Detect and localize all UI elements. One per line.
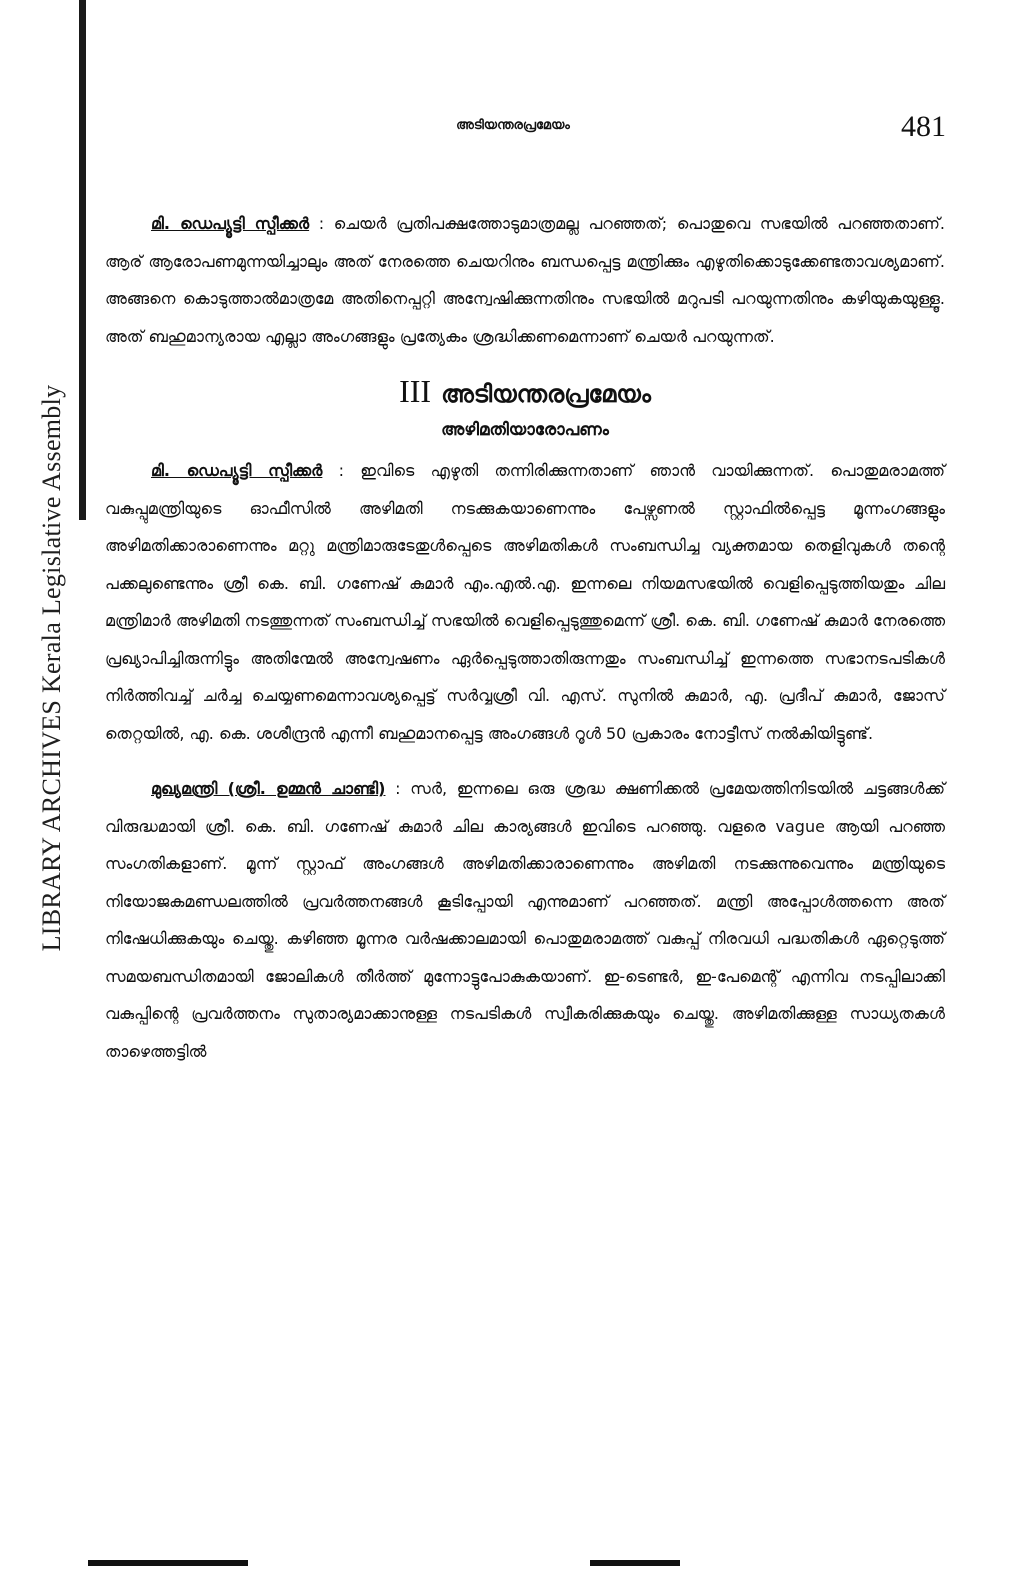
section-numeral: III [399,373,432,409]
speaker-separator: : [322,461,361,480]
archive-side-label-text: LIBRARY ARCHIVES Kerala Legislative Assembly [37,384,66,952]
speaker-separator: : [385,779,411,798]
scan-edge-mark-left [88,1560,248,1566]
paragraph-chief-minister [105,770,945,1070]
section-subtitle: അഴിമതിയാരോപണം [441,420,609,440]
section-title: അടിയന്തരപ്രമേയം [441,380,651,408]
running-head: അടിയന്തരപ്രമേയം [456,118,570,133]
paragraph-deputy-speaker-2 [105,452,945,752]
speaker-separator: : [309,214,334,233]
paragraph-deputy-speaker-1 [105,205,945,355]
paragraph-text: ഇവിടെ എഴുതി തന്നിരിക്കുന്നതാണ് ഞാൻ വായിക്കുന്നത്. പൊതുമരാമത്ത് വകുപ്പുമന്ത്രിയുടെ ഓഫീസിൽ അഴിമതി നടക്കുകയാണെന്നും പേഴ്സണൽ സ്റ്റാഫിൽപ്പെട്ട മൂന്നംഗങ്ങളും അഴിമതിക്കാരാണെന്നും മറ്റു മന്ത്രിമാരുടേതുൾപ്പെടെ അഴിമതികൾ സംബന്ധിച്ച വ്യക്തമായ തെളിവുകൾ തന്റെ പക്കലുണ്ടെന്നും ശ്രീ കെ. ബി. ഗണേഷ് കുമാർ എം.എൽ.എ. ഇന്നലെ നിയമസഭയിൽ വെളിപ്പെടുത്തിയതും ചില മന്ത്രിമാർ അഴിമതി നടത്തുന്നത് സംബന്ധിച്ച് സഭയിൽ വെളിപ്പെടുത്തുമെന്ന് ശ്രീ. കെ. ബി. ഗണേഷ് കുമാർ നേരത്തെ പ്രഖ്യാപിച്ചിരുന്നിട്ടും അതിന്മേൽ അന്വേഷണം ഏർപ്പെടുത്താതിരുന്നതും സംബന്ധിച്ച് ഇന്നത്തെ സഭാനടപടികൾ നിർത്തിവച്ച് ചർച്ച ചെയ്യണമെന്നാവശ്യപ്പെട്ട് സർവ്വശ്രീ വി. എസ്. സുനിൽ കുമാർ, എ. പ്രദീപ് കുമാർ, ജോസ് തെറ്റയിൽ, എ. കെ. ശശീന്ദ്രൻ എന്നീ ബഹുമാനപ്പെട്ട അംഗങ്ങൾ റൂൾ 50 പ്രകാരം നോട്ടീസ് നൽകിയിട്ടുണ്ട്. [105,461,946,743]
speaker-name: മി. ഡെപ്യൂട്ടി സ്പീക്കർ [151,214,310,233]
scan-edge-mark-right [590,1560,680,1566]
page-number: 481 [901,110,946,143]
speaker-name: മി. ഡെപ്യൂട്ടി സ്പീക്കർ [151,461,323,480]
section-heading [105,373,945,410]
paragraph-text: ചെയർ പ്രതിപക്ഷത്തോടുമാത്രമല്ല പറഞ്ഞത്; പൊതുവെ സഭയിൽ പറഞ്ഞതാണ്. ആര് ആരോപണമുന്നയിച്ചാലും അത് നേരത്തെ ചെയറിനും ബന്ധപ്പെട്ട മന്ത്രിക്കും എഴുതിക്കൊടുക്കേണ്ടതാവശ്യമാണ്. അങ്ങനെ കൊടുത്താൽമാത്രമേ അതിനെപ്പറ്റി അന്വേഷിക്കുന്നതിനും സഭയിൽ മറുപടി പറയുന്നതിനും കഴിയുകയുള്ളൂ. അത് ബഹുമാന്യരായ എല്ലാ അംഗങ്ങളും പ്രത്യേകം ശ്രദ്ധിക്കണമെന്നാണ് ചെയർ പറയുന്നത്. [105,214,945,346]
speaker-name: മുഖ്യമന്ത്രി (ശ്രീ. ഉമ്മൻ ചാണ്ടി) [151,779,386,798]
paragraph-text: സർ, ഇന്നലെ ഒരു ശ്രദ്ധ ക്ഷണിക്കൽ പ്രമേയത്തിനിടയിൽ ചട്ടങ്ങൾക്ക് വിരുദ്ധമായി ശ്രീ. കെ. ബി. ഗണേഷ് കുമാർ ചില കാര്യങ്ങൾ ഇവിടെ പറഞ്ഞു. വളരെ vague ആയി പറഞ്ഞ സംഗതികളാണ്. മൂന്ന് സ്റ്റാഫ് അംഗങ്ങൾ അഴിമതിക്കാരാണെന്നും അഴിമതി നടക്കുന്നുവെന്നും മന്ത്രിയുടെ നിയോജകമണ്ഡലത്തിൽ പ്രവർത്തനങ്ങൾ കൂടിപ്പോയി എന്നുമാണ് പറഞ്ഞത്. മന്ത്രി അപ്പോൾത്തന്നെ അത് നിഷേധിക്കുകയും ചെയ്തു. കഴിഞ്ഞ മൂന്നര വർഷക്കാലമായി പൊതുമരാമത്ത് വകുപ്പ് നിരവധി പദ്ധതികൾ ഏറ്റെടുത്ത് സമയബന്ധിതമായി ജോലികൾ തീർത്ത് മുന്നോട്ടുപോകുകയാണ്. ഇ-ടെണ്ടർ, ഇ-പേമെന്റ് എന്നിവ നടപ്പിലാക്കി വകുപ്പിന്റെ പ്രവർത്തനം സുതാര്യമാക്കാനുള്ള നടപടികൾ സ്വീകരിക്കുകയും ചെയ്തു. അഴിമതിക്കുള്ള സാധ്യതകൾ താഴെത്തട്ടിൽ [105,779,945,1061]
archive-side-label [22,168,82,1168]
page-body [105,205,945,1088]
